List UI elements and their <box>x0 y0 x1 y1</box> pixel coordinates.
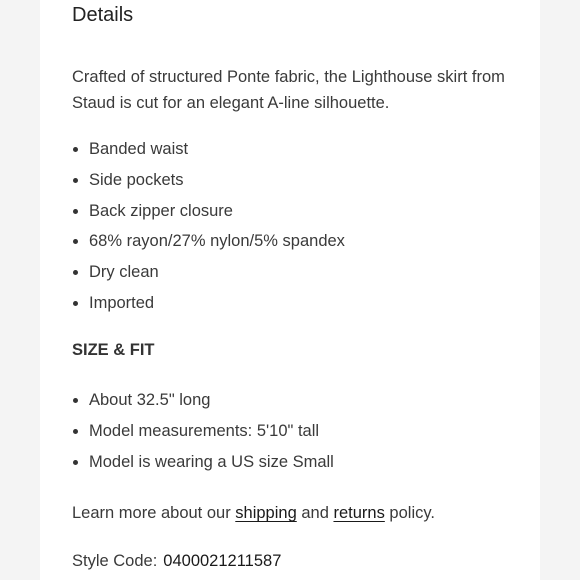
features-list <box>72 134 345 319</box>
feature-text: Dry clean <box>89 263 159 282</box>
bullet-icon <box>73 239 78 244</box>
size-fit-text: About 32.5" long <box>89 391 211 409</box>
policy-suffix: policy. <box>389 504 435 522</box>
list-item <box>72 288 345 319</box>
list-item <box>72 134 345 165</box>
style-code <box>72 548 281 574</box>
bullet-icon <box>73 178 78 183</box>
policy-prefix: Learn more about our <box>72 504 231 522</box>
list-item <box>72 447 334 478</box>
policy-line <box>72 500 435 526</box>
product-description: Crafted of structured Ponte fabric, the Lighthouse skirt from Staud is cut for an elegant A-line silhouette. <box>72 68 505 112</box>
policy-connector: and <box>301 504 329 522</box>
returns-link[interactable]: returns <box>333 504 385 522</box>
list-item <box>72 257 345 288</box>
bullet-icon <box>73 398 78 403</box>
feature-text: Imported <box>89 293 155 312</box>
feature-text: Back zipper closure <box>89 201 233 220</box>
bullet-icon <box>73 460 78 465</box>
product-details-panel <box>40 0 540 580</box>
details-heading: Details <box>72 4 134 26</box>
bullet-icon <box>73 270 78 275</box>
list-item <box>72 196 345 227</box>
list-item <box>72 226 345 257</box>
feature-text: Banded waist <box>89 140 189 158</box>
size-fit-text: Model is wearing a US size Small <box>89 452 334 471</box>
feature-text: Side pockets <box>89 170 184 189</box>
bullet-icon <box>73 301 78 306</box>
list-item <box>72 416 334 447</box>
style-code-label: Style Code: <box>72 552 158 570</box>
size-fit-text: Model measurements: 5'10" tall <box>89 421 320 440</box>
size-fit-heading: SIZE & FIT <box>72 341 155 359</box>
list-item <box>72 385 334 416</box>
bullet-icon <box>73 209 78 214</box>
bullet-icon <box>73 147 78 152</box>
list-item <box>72 165 345 196</box>
shipping-link[interactable]: shipping <box>235 504 297 522</box>
size-fit-list <box>72 385 334 477</box>
bullet-icon <box>73 429 78 434</box>
feature-text: 68% rayon/27% nylon/5% spandex <box>89 232 345 251</box>
style-code-value: 0400021211587 <box>163 552 282 570</box>
